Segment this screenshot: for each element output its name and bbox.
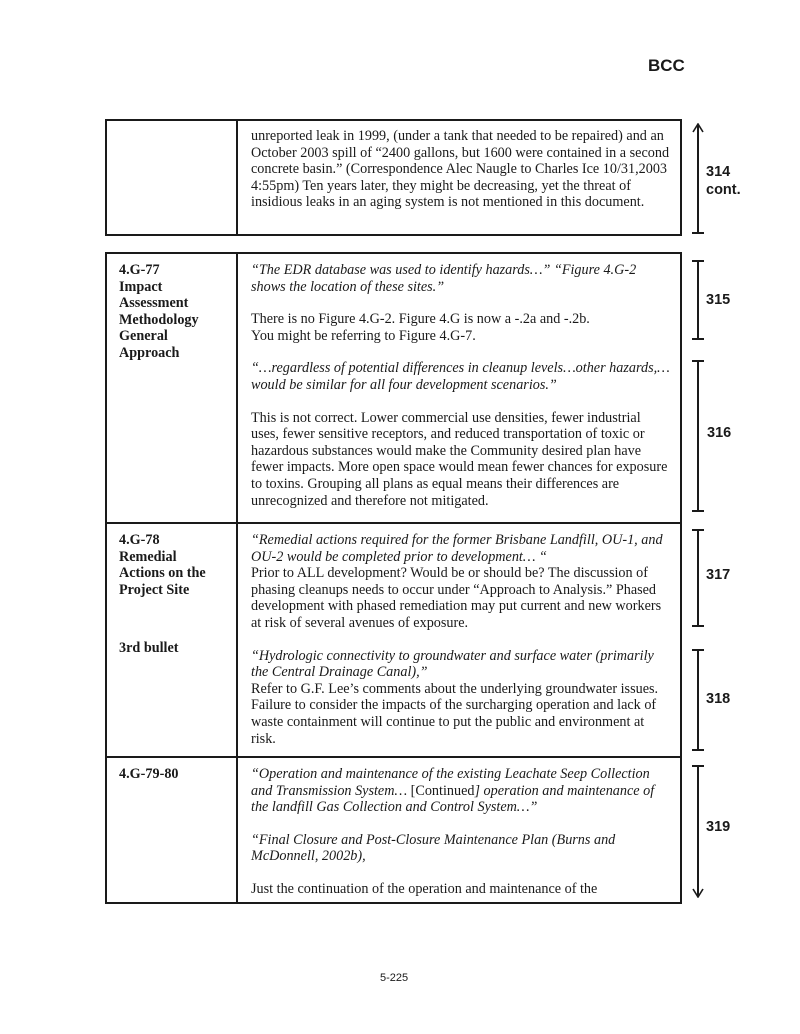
section-cell	[107, 121, 238, 234]
comment-marker-316	[691, 360, 705, 512]
comment-marker-label: 316	[707, 425, 732, 441]
section-title-line: Approach	[119, 344, 180, 361]
comment-text: Refer to G.F. Lee’s comments about the underlying groundwater issues. Failure to consider the impacts of the surcharging operation and lack of waste containment will continue to put the public and environment at risk.	[251, 680, 659, 747]
section-title-line: Project Site	[119, 581, 190, 598]
comment-text: Just the continuation of the operation and maintenance of the	[251, 880, 598, 897]
bullet-label: 3rd bullet	[119, 640, 179, 657]
comment-marker-label: 318	[706, 691, 731, 707]
comment-text: unreported leak in 1999, (under a tank that needed to be repaired) and an October 2003 spill of “2400 gallons, but 1600 were contained in a second concrete basin.” (Correspondence Alec Naugle to Charles Ice 10/31,2003 4:55pm) Ten years later, they might be decreasing, yet the threat of insidious leaks in an aging system is not mentioned in this document.	[251, 128, 670, 211]
comment-cell	[238, 758, 680, 902]
section-cell	[107, 524, 238, 756]
section-title-line: Methodology	[119, 311, 199, 328]
section-title-line: Impact	[119, 278, 163, 295]
document-header-tag: BCC	[648, 56, 685, 75]
comment-marker-label: 317	[706, 567, 731, 583]
comment-marker-319	[691, 765, 705, 897]
comment-text: There is no Figure 4.G-2. Figure 4.G is now a -.2a and -.2b.	[251, 311, 590, 328]
comment-cell	[238, 121, 680, 234]
comment-marker-label: 314 cont.	[706, 164, 741, 198]
comment-cell	[238, 254, 680, 522]
section-title-line: Remedial	[119, 548, 177, 565]
comment-marker-317	[691, 529, 705, 627]
quoted-text: “Remedial actions required for the former Brisbane Landfill, OU-1, and OU-2 would be completed prior to development… “	[251, 532, 663, 565]
quoted-text: “…regardless of potential differences in cleanup levels…other hazards,… would be similar for all four development scenarios.”	[251, 360, 670, 393]
comment-marker-315	[691, 260, 705, 340]
section-title-line: General	[119, 328, 168, 345]
section-id: 4.G-77	[119, 262, 160, 278]
table-row	[107, 121, 680, 234]
quoted-text: “Hydrologic connectivity to groundwater and surface water (primarily the Central Drainage Canal),”	[251, 647, 654, 681]
comment-marker-label: 319	[706, 819, 731, 835]
comment-text: Prior to ALL development? Would be or should be? The discussion of phasing cleanups needs to occur under “Approach to Analysis.” Phased development with phased remediation may put current and new workers at risk of several avenues of exposure.	[251, 565, 662, 631]
section-title-line: Actions on the	[119, 565, 206, 582]
table-row	[107, 522, 680, 756]
quoted-text: “Operation and maintenance of the existing Leachate Seep Collection and Transmission System… [Continued] operation and maintenance of the landfill Gas Collection and Control System…”	[251, 766, 655, 816]
quoted-text: “Final Closure and Post-Closure Maintenance Plan (Burns and McDonnell, 2002b),	[251, 831, 616, 865]
arrow-up-icon	[692, 123, 704, 135]
comment-text: You might be referring to Figure 4.G-7.	[251, 327, 476, 344]
continuation-table	[105, 119, 682, 236]
section-cell	[107, 758, 238, 902]
comment-marker-label: 315	[706, 292, 731, 308]
arrow-down-icon	[692, 886, 704, 898]
comment-text: This is not correct. Lower commercial use densities, fewer industrial uses, fewer sensitive receptors, and reduced transportation of toxic or hazardous substances would make the Community desired plan have fewer impacts. More open space would mean fewer chances for exposure to toxins. Grouping all plans as equal means their differences are unrecognized and therefore not mitigated.	[251, 409, 668, 509]
section-id: 4.G-79-80	[119, 766, 179, 782]
table-row	[107, 756, 680, 902]
quoted-text: “The EDR database was used to identify hazards…” “Figure 4.G-2 shows the location of these sites.”	[251, 262, 637, 295]
section-title-line: Assessment	[119, 295, 189, 312]
comment-marker-314	[691, 124, 705, 234]
comment-cell	[238, 524, 680, 756]
table-row	[107, 254, 680, 522]
page-number: 5-225	[380, 972, 409, 984]
section-cell	[107, 254, 238, 522]
section-id: 4.G-78	[119, 532, 160, 548]
comment-table	[105, 252, 682, 904]
comment-marker-318	[691, 649, 705, 751]
